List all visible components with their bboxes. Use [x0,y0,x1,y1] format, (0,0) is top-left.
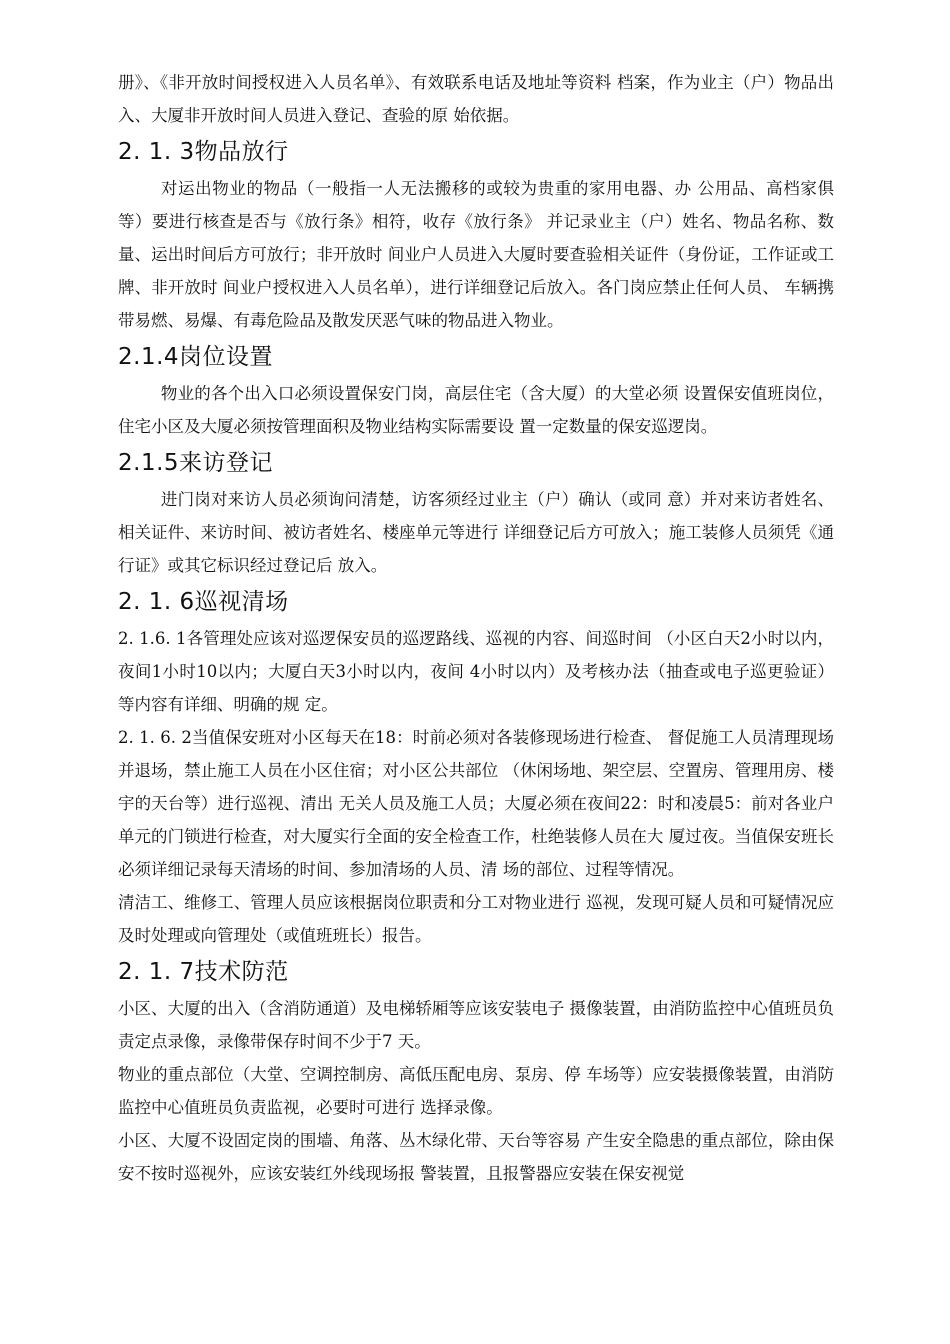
paragraph-goods-release: 对运出物业的物品（一般指一人无法搬移的或较为贵重的家用电器、办 公用品、高档家俱等）要进行核查是否与《放行条》相符，收存《放行条》 并记录业主（户）姓名、物品名称、数量、运出时间后方可放行；非开放时 间业户人员进入大厦时要查验相关证件（身份证，工作证或工牌、非开放时 间业户授权进入人员名单），进行详细登记后放入。各门岗应禁止任何人员、 车辆携带易燃、易爆、有毒危险品及散发厌恶气味的物品进入物业。 [118,179,834,330]
paragraph-2-1-6-2: 2. 1. 6. 2当值保安班对小区每天在18：时前必须对各装修现场进行检查、 督促施工人员清理现场并退场，禁止施工人员在小区住宿；对小区公共部位 （休闲场地、架空层、空置房、管理用房、楼宇的天台等）进行巡视、清出 无关人员及施工人员；大厦必须在夜间22：时和凌晨5：前对各业户 单元的门锁进行检查，对大厦实行全面的安全检查工作，杜绝装修人员在大 厦过夜。当值保安班长必须详细记录每天清场的时间、参加清场的人员、清 场的部位、过程等情况。 [118,728,834,879]
heading-2-1-6: 2. 1. 6巡视清场 [118,589,289,615]
paragraph-visitor-registration: 进门岗对来访人员必须询问清楚，访客须经过业主（户）确认（或同 意）并对来访者姓名、相关证件、来访时间、被访者姓名、楼座单元等进行 详细登记后方可放入；施工装修人员须凭《通行证》或其它标识经过登记后 放入。 [118,490,834,575]
paragraph-camera-key-areas: 物业的重点部位（大堂、空调控制房、高低压配电房、泵房、停 车场等）应安装摄像装置，由消防监控中心值班员负责监视，必要时可进行 选择录像。 [118,1065,834,1117]
paragraph-2-1-6-1: 2. 1.6. 1各管理处应该对巡逻保安员的巡逻路线、巡视的内容、间巡时间 （小区白天2小时以内，夜间1小时10以内；大厦白天3小时以内，夜间 4小时以内）及考核办法（抽查或电子巡更验证）等内容有详细、明确的规 定。 [118,629,834,714]
heading-2-1-5: 2.1.5来访登记 [118,450,274,476]
paragraph-infrared-alarm: 小区、大厦不设固定岗的围墙、角落、丛木绿化带、天台等容易 产生安全隐患的重点部位，除由保安不按时巡视外，应该安装红外线现场报 警装置，且报警器应安装在保安视觉 [118,1131,834,1183]
heading-2-1-3: 2. 1. 3物品放行 [118,139,289,165]
heading-2-1-7: 2. 1. 7技术防范 [118,959,289,985]
paragraph-camera-entrances: 小区、大厦的出入（含消防通道）及电梯轿厢等应该安装电子 摄像装置，由消防监控中心值班员负责定点录像，录像带保存时间不少于7 天。 [118,999,834,1051]
heading-2-1-4: 2.1.4岗位设置 [118,344,274,370]
paragraph-staff-patrol: 清洁工、维修工、管理人员应该根据岗位职责和分工对物业进行 巡视，发现可疑人员和可疑情况应及时处理或向管理处（或值班班长）报告。 [118,893,834,945]
paragraph-archive: 册》、《非开放时间授权进入人员名单》、有效联系电话及地址等资料 档案，作为业主（户）物品出入、大厦非开放时间人员进入登记、查验的原 始依据。 [118,73,834,125]
paragraph-post-setup: 物业的各个出入口必须设置保安门岗，高层住宅（含大厦）的大堂必须 设置保安值班岗位，住宅小区及大厦必须按管理面积及物业结构实际需要设 置一定数量的保安巡逻岗。 [118,384,834,436]
document-page [118,66,834,1190]
